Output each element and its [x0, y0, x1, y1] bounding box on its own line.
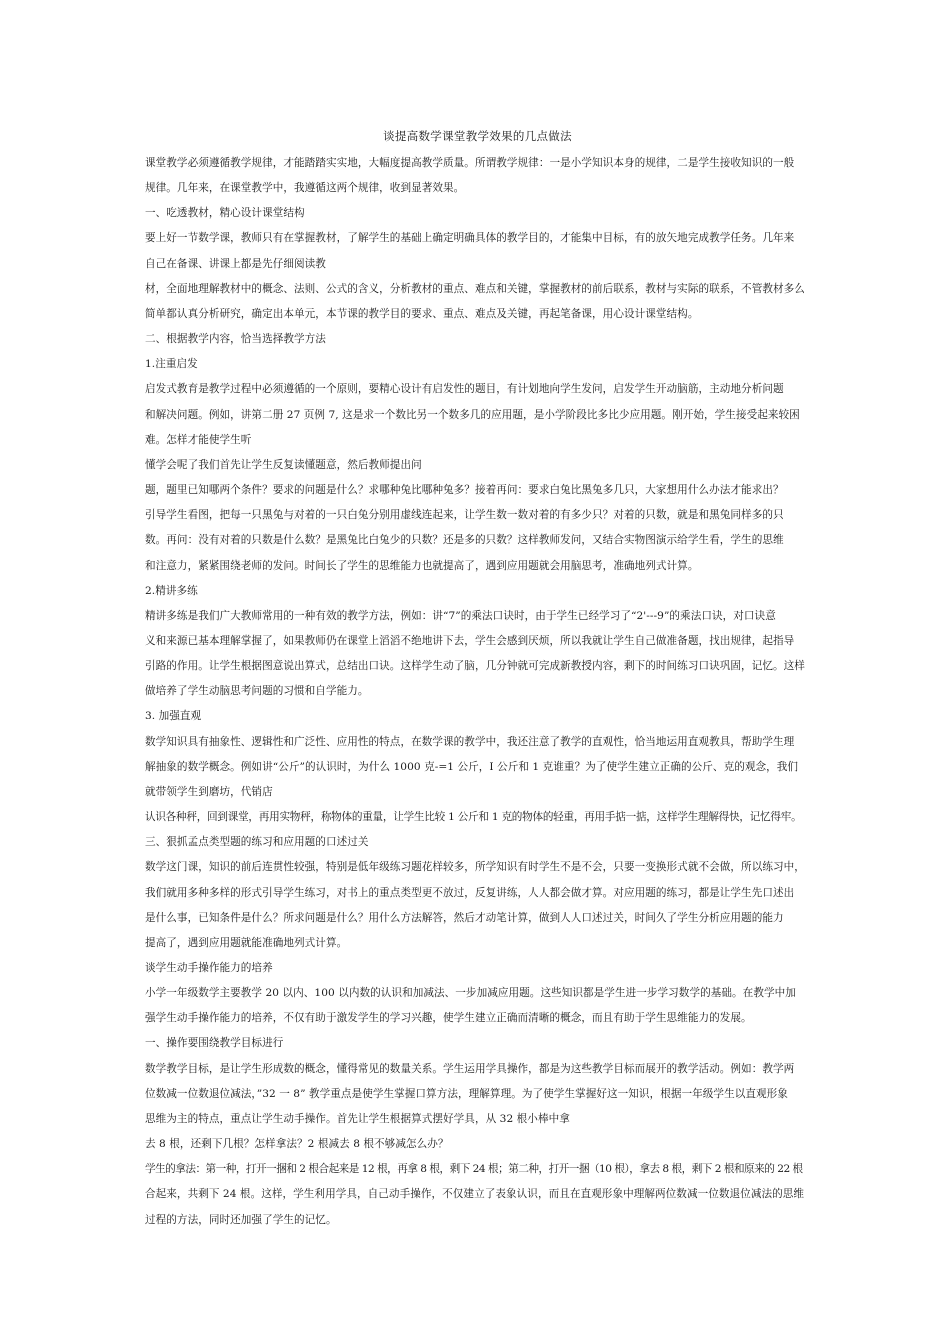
text-line: 过程的方法，同时还加强了学生的记忆。	[145, 1213, 337, 1226]
text-line: 3. 加强直观	[145, 710, 202, 723]
text-line: 就带领学生到磨坊，代销店	[145, 785, 273, 798]
text-line: 要上好一节数学课，教师只有在掌握教材，了解学生的基础上确定明确具体的教学目的，才能集中目标，有的放矢地完成教学任务。几年来	[145, 232, 795, 245]
text-line: 我们就用多种多样的形式引导学生练习，对书上的重点类型更不放过，反复讲练，人人都会做才算。对应用题的练习，都是让学生先口述出	[145, 886, 795, 899]
text-line: 和解决问题。例如，讲第二册 27 页例 7, 这是求一个数比另一个数多几的应用题，是小学阶段比多比少应用题。刚开始，学生接受起来较困	[145, 408, 800, 421]
text-line: 做培养了学生动脑思考问题的习惯和自学能力。	[145, 685, 369, 698]
text-line: 懂学会呢了我们首先让学生反复读懂题意，然后教师提出问	[145, 458, 422, 471]
text-line: 自己在备课、讲课上都是先仔细阅读教	[145, 257, 326, 270]
text-line: 启发式教育是教学过程中必须遵循的一个原则，要精心设计有启发性的题目，有计划地向学生发问，启发学生开动脑筋，主动地分析问题	[145, 383, 784, 396]
text-line: 2.精讲多练	[145, 584, 198, 597]
text-line: 简单都认真分析研究，确定出本单元，本节课的教学目的要求、重点、难点及关键，再起笔备课，用心设计课堂结构。	[145, 307, 699, 320]
text-line: 规律。几年来，在课堂教学中，我遵循这两个规律，收到显著效果。	[145, 182, 465, 195]
text-line: 和注意力，紧紧围绕老师的发问。时间长了学生的思维能力也就提高了，遇到应用题就会用脑思考，准确地列式计算。	[145, 559, 699, 572]
text-line: 去 8 根，还剩下几根？怎样拿法？2 根减去 8 根不够减怎么办？	[145, 1138, 449, 1151]
text-line: 难。怎样才能使学生听	[145, 433, 252, 446]
text-line: 引路的作用。让学生根据图意说出算式，总结出口诀。这样学生动了脑，几分钟就可完成新教授内容，剩下的时间练习口诀巩固，记忆。这样	[145, 660, 805, 673]
text-line: 二、根据教学内容，恰当选择教学方法	[145, 333, 326, 346]
text-line: 一、吃透教材，精心设计课堂结构	[145, 207, 305, 220]
text-line: 合起来，共剩下 24 根。这样，学生利用学具，自己动手操作，不仅建立了表象认识，而且在直观形象中理解两位数减一位数退位减法的思维	[145, 1188, 805, 1201]
text-line: 强学生动手操作能力的培养，不仅有助于激发学生的学习兴趣，使学生建立正确而清晰的概念，而且有助于学生思维能力的发展。	[145, 1012, 752, 1025]
text-line: 思维为主的特点，重点让学生动手操作。首先让学生根据算式摆好学具，从 32 根小棒中拿	[145, 1112, 570, 1125]
document-page	[145, 127, 810, 1233]
text-line: 解抽象的数学概念。例如讲“公斤”的认识时，为什么 1000 克-=1 公斤，I 公斤和 1 克谁重？为了使学生建立正确的公斤、克的观念，我们	[145, 760, 799, 773]
text-line: 1.注重启发	[145, 358, 198, 371]
text-line: 义和来源已基本理解掌握了，如果教师仍在课堂上滔滔不绝地讲下去，学生会感到厌烦，所以我就让学生自己做准备题，找出规律，起指导	[145, 634, 795, 647]
text-line: 数学这门课，知识的前后连贯性较强，特别是低年级练习题花样较多，所学知识有时学生不是不会，只要一变换形式就不会做，所以练习中，	[145, 861, 805, 874]
text-line: 三、狠抓孟点类型题的练习和应用题的口述过关	[145, 836, 369, 849]
text-line: 精讲多练是我们广大教师常用的一种有效的教学方法，例如：讲“7”的乘法口诀时，由于学生已经学习了“2'---9”的乘法口诀，对口诀意	[145, 609, 776, 622]
text-line: 引导学生看图，把每一只黑兔与对着的一只白兔分别用虚线连起来，让学生数一数对着的有多少只？对着的只数，就是和黑兔同样多的只	[145, 509, 784, 522]
text-line: 数学知识具有抽象性、逻辑性和广泛性、应用性的特点，在数学课的教学中，我还注意了教学的直观性，恰当地运用直观教具，帮助学生理	[145, 735, 795, 748]
text-line: 认识各种秤，回到课堂，再用实物秤，称物体的重量，让学生比较 1 公斤和 1 克的物体的轻重，再用手掂一掂，这样学生理解得快，记忆得牢。	[145, 811, 802, 824]
text-line: 数。再问：没有对着的只数是什么数？是黑兔比白兔少的只数？还是多的只数？这样教师发问，又结合实物图演示给学生看，学生的思维	[145, 534, 784, 547]
text-line: 小学一年级数学主要教学 20 以内、100 以内数的认识和加减法、一步加减应用题。这些知识都是学生进一步学习数学的基础。在教学中加	[145, 987, 796, 1000]
text-line: 题，题里已知哪两个条件？要求的问题是什么？求哪种兔比哪种兔多？接着再问：要求白兔比黑兔多几只，大家想用什么办法才能求出？	[145, 484, 784, 497]
text-line: 一、操作要围绕教学目标进行	[145, 1037, 284, 1050]
text-line: 位数减一位数退位减法，”32 一 8” 教学重点是使学生掌握口算方法，理解算理。为了使学生掌握好这一知识，根据一年级学生以直观形象	[145, 1087, 788, 1100]
text-line: 学生的拿法：第一种，打开一捆和 2 根合起来是 12 根，再拿 8 根，剩下 24 根；第二种，打开一捆（10 根），拿去 8 根，剩下 2 根和原来的 22 根	[145, 1163, 803, 1176]
document-body	[145, 151, 810, 1233]
text-line: 材，全面地理解教材中的概念、法则、公式的含义，分析教材的重点、难点和关键，掌握教材的前后联系，教材与实际的联系，不管教材多么	[145, 282, 805, 295]
text-line: 是什么事，已知条件是什么？所求问题是什么？用什么方法解答，然后才动笔计算，做到人人口述过关，时间久了学生分析应用题的能力	[145, 911, 784, 924]
text-line: 数学教学目标，是让学生形成数的概念，懂得常见的数量关系。学生运用学具操作，都是为这些教学目标而展开的教学活动。例如：教学两	[145, 1062, 795, 1075]
text-line: 课堂教学必须遵循教学规律，才能踏踏实实地，大幅度提高教学质量。所谓教学规律：一是小学知识本身的规律，二是学生接收知识的一般	[145, 157, 795, 169]
text-line: 谈学生动手操作能力的培养	[145, 962, 273, 974]
document-title: 谈提高数学课堂教学效果的几点做法	[383, 129, 572, 143]
text-line: 提高了，遇到应用题就能准确地列式计算。	[145, 936, 348, 949]
